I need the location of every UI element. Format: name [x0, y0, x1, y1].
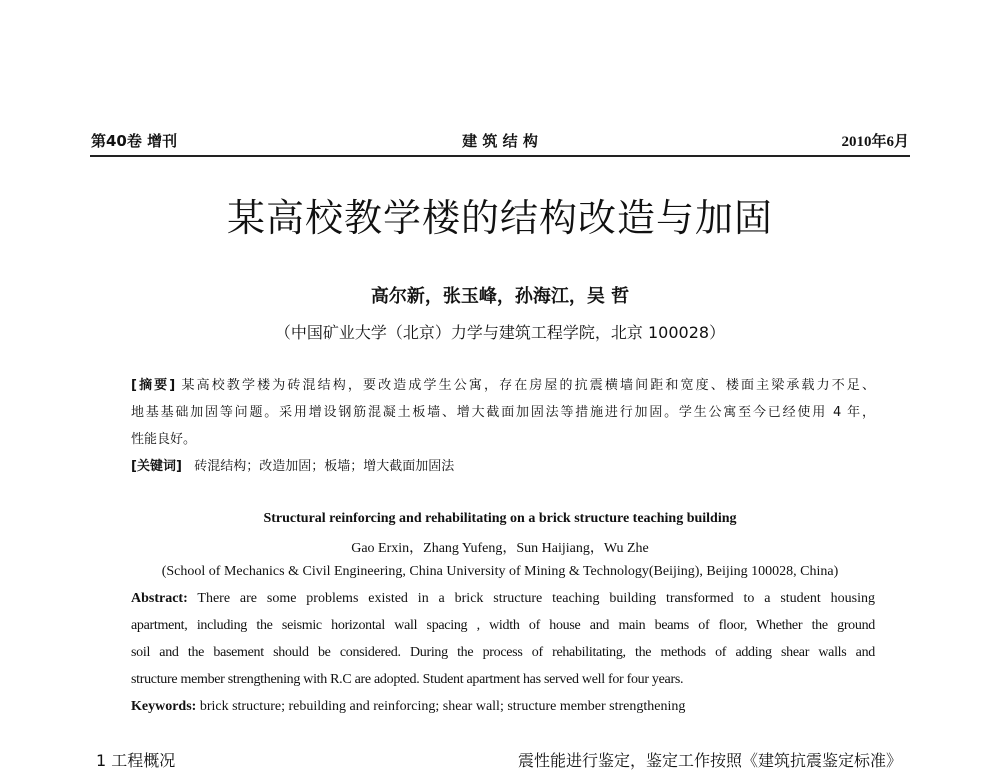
authors-en: Gao Erxin，Zhang Yufeng，Sun Haijiang，Wu Zhe — [351, 541, 649, 556]
abstract-en-line-3: soil and the basement should be considered. During the process of rehabilitating, the methods of adding shear walls and — [131, 645, 875, 660]
keywords-en: Keywords: brick structure; rebuilding and reinforcing; shear wall; structure member strengthening — [131, 699, 686, 714]
keywords-zh: [关键词] 砖混结构；改造加固；板墙；增大截面加固法 — [131, 459, 455, 474]
body-text-cut: 震性能进行鉴定，鉴定工作按照《建筑抗震鉴定标准》 — [518, 751, 903, 770]
abstract-en-line-1: Abstract: There are some problems existed in a brick structure teaching building transformed to a student housing — [131, 591, 875, 606]
abstract-zh-line-2: 地基基础加固等问题。采用增设钢筋混凝土板墙、增大截面加固法等措施进行加固。学生公寓至今已经使用 4 年， — [131, 405, 875, 420]
journal-name: 建 筑 结 构 — [462, 132, 538, 150]
abstract-zh-line-3: 性能良好。 — [131, 432, 197, 447]
abstract-en-label: Abstract: — [131, 591, 188, 606]
journal-volume: 第40卷 增刊 — [91, 132, 178, 150]
affiliation-en: (School of Mechanics & Civil Engineering, China University of Mining & Technology(Beijing), Beijing 100028, China) — [161, 564, 839, 579]
paper-title: 某高校教学楼的结构改造与加固 — [226, 196, 773, 240]
abstract-zh-line-1: [摘要] 某高校教学楼为砖混结构，要改造成学生公寓，存在房屋的抗震横墙间距和宽度、楼面主梁承载力不足、 — [131, 378, 875, 393]
header-rule — [90, 155, 910, 157]
abstract-en-line-2: apartment, including the seismic horizontal wall spacing , width of house and main beams of floor, Whether the ground — [131, 618, 875, 633]
authors-zh: 高尔新，张玉峰，孙海江，吴 哲 — [370, 286, 630, 307]
abstract-zh-label: [摘要] — [131, 378, 176, 393]
affiliation-zh: （中国矿业大学（北京）力学与建筑工程学院，北京 100028） — [274, 323, 726, 342]
section-heading-cut: 1 工程概况 — [96, 751, 176, 770]
journal-date: 2010年6月 — [841, 134, 909, 150]
title-en: Structural reinforcing and rehabilitating on a brick structure teaching building — [263, 511, 737, 526]
abstract-en-line-4: structure member strengthening with R.C are adopted. Student apartment has served well for four years. — [131, 672, 684, 687]
